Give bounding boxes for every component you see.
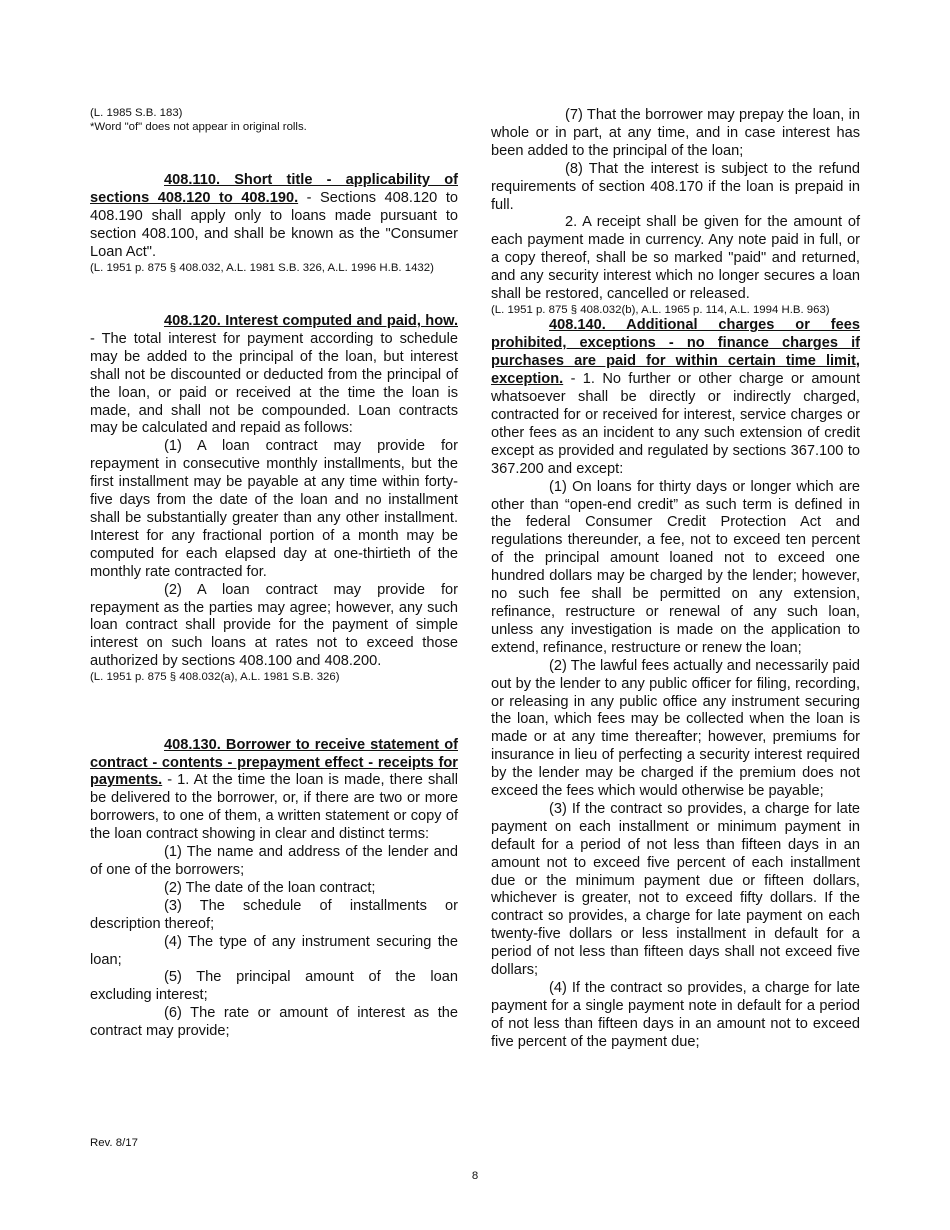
list-item: (2) The lawful fees actually and necessarily paid out by the lender to any public officer for filing, recording, or releasing in any public office any instrument securing the loan, which fees may be collected when the loan is made or at any time thereafter; however, premiums for insurance in lieu of perfecting a security interest required by the lender may be charged if the premium does not exceed the fees which would otherwise be payable; [491,657,860,800]
list-item: (3) If the contract so provides, a charge for late payment on each installment or minimum payment in default for a period of not less than fifteen days in an amount not to exceed five percent of each installment due or the minimum payment due or fifteen dollars, whichever is greater, not to exceed fifty dollars. If the contract so provides, a charge for late payment on each twenty-five dollars or less installment in default for a period of not less than fifteen days shall not exceed five dollars; [491,800,860,979]
history-note: (L. 1985 S.B. 183) [90,107,183,119]
section-text: - 1. At the time the loan is made, there shall be delivered to the borrower, or, if there are two or more borrowers, to one of them, a written statement or copy of the loan contract showing in clear and distinct terms: [90,772,458,843]
section-text: - Sections 408.120 to 408.190 shall apply only to loans made pursuant to section 408.100, and shall be known as the "Consumer Loan Act". [90,189,458,260]
list-item: (8) That the interest is subject to the refund requirements of section 408.170 if the loan is prepaid in full. [491,160,860,213]
list-item: (4) The type of any instrument securing the loan; [90,933,458,968]
section-paragraph [90,172,458,262]
history-note: (L. 1951 p. 875 § 408.032, A.L. 1981 S.B. 326, A.L. 1996 H.B. 1432) [90,261,434,274]
list-item: (7) That the borrower may prepay the loan, in whole or in part, at any time, and in case interest has been added to the principal of the loan; [491,107,860,159]
section-408-140 [491,317,860,1051]
list-item: (4) If the contract so provides, a charge for late payment for a single payment note in default for a period of not less than fifteen days in an amount not to exceed five percent of the payment due; [491,980,860,1050]
section-heading: 408.120. Interest computed and paid, how. [164,313,458,330]
subsection-paragraph: 2. A receipt shall be given for the amount of each payment made in currency. Any note paid in full, or a copy thereof, shall be so marked "paid" and returned, and any security interest which no longer secures a loan shall be restored, cancelled or released. [491,214,860,303]
footnote: *Word "of" does not appear in original rolls. [90,120,307,133]
list-item: (3) The schedule of installments or description thereof; [90,897,458,932]
section-heading: 408.140. Additional charges or fees prohibited, exceptions - no finance charges if purchases are paid for within certain time limit, exception. [491,317,860,388]
history-note: (L. 1951 p. 875 § 408.032(b), A.L. 1965 p. 114, A.L. 1994 H.B. 963) [491,303,830,316]
history-note: (L. 1951 p. 875 § 408.032(a), A.L. 1981 S.B. 326) [90,671,340,684]
section-text: - 1. No further or other charge or amount whatsoever shall be directly or indirectly charged, contracted for or received for interest, service charges or other fees as an incident to any such extension of credit except as provided and regulated by sections 367.100 to 367.200 and except: [491,371,860,477]
section-paragraph [90,737,458,844]
list-item: (1) The name and address of the lender and of one of the borrowers; [90,844,458,878]
revision-label: Rev. 8/17 [90,1137,138,1149]
section-paragraph [90,313,458,438]
list-item: (1) On loans for thirty days or longer which are other than “open-end credit” as such term is defined in the federal Consumer Credit Protection Act and regulations thereunder, a fee, not to exceed ten percent of the principal amount loaned not to exceed one hundred dollars may be charged by the lender; however, no such fee shall be permitted on any extension, refinance, restructure or renewal of any such loan, unless any investigation is made on the application to extend, refinance, restructure or renew the loan; [491,478,860,656]
list-item: (2) The date of the loan contract; [164,879,376,896]
section-heading: 408.130. Borrower to receive statement of contract - contents - prepayment effect - receipts for payments. [90,736,458,789]
section-408-110 [90,172,458,275]
section-408-130 [90,737,458,1041]
subsection-paragraph: (2) A loan contract may provide for repayment as the parties may agree; however, any such loan contract shall provide for the payment of simple interest on such loans at rates not to exceed those authorized by sections 408.100 and 408.200. [90,581,458,670]
page-number: 8 [471,1170,479,1182]
section-text: - The total interest for payment according to schedule may be added to the principal of the loan, but interest shall not be discounted or deducted from the principal of the loan, or paid or received at the time the loan is made, and shall not be compounded. Loan contracts may be calculated and repaid as follows: [90,330,458,437]
right-column [491,107,860,1052]
section-408-120 [90,313,458,685]
section-paragraph [491,317,860,478]
left-column [90,107,458,1041]
list-item: (6) The rate or amount of interest as the contract may provide; [90,1005,458,1040]
subsection-paragraph: (1) A loan contract may provide for repayment in consecutive monthly installments, but the first installment may be payable at any time within forty-five days from the date of the loan and no installment shall be substantially greater than any other installment. Interest for any fractional portion of a month may be computed for each elapsed day at one-thirtieth of the monthly rate contracted for. [90,438,458,580]
section-heading: 408.110. Short title - applicability of sections 408.120 to 408.190. [90,172,458,206]
list-item: (5) The principal amount of the loan excluding interest; [90,969,458,1004]
